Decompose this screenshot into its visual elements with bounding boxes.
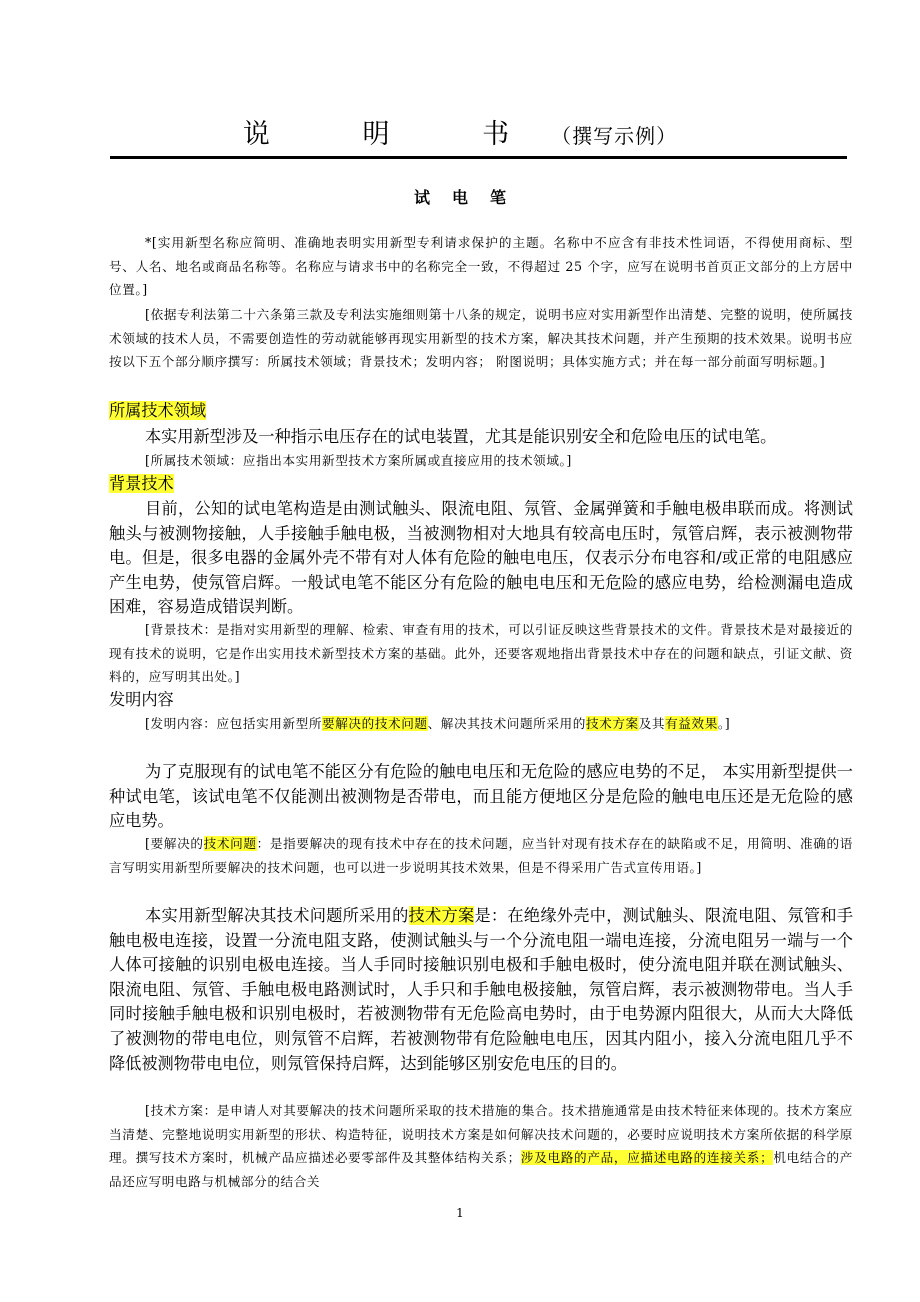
- field-body: 本实用新型涉及一种指示电压存在的试电装置，尤其是能识别安全和危险电压的试电笔。: [145, 427, 777, 446]
- content-note-text: 。]: [717, 716, 731, 731]
- heading-background-text: 背景技术: [109, 474, 174, 493]
- problem-note-text: ：是指要解决的现有技术中存在的技术问题，应当针对现有技术存在的缺陷或不足，用简明、准确的语言写明实用新型所要解决的技术问题，也可以进一步说明其技术效果，但是不得采用广告式宣传用语。]: [109, 836, 854, 875]
- highlight-circuit: 涉及电路的产品，应描述电路的连接关系；: [520, 1150, 774, 1165]
- content-note-text: 、解决其技术问题所采用的: [427, 716, 586, 731]
- content-note-text: [发明内容：应包括实用新型所: [145, 716, 323, 731]
- background-body: 目前，公知的试电笔构造是由测试触头、限流电阻、氖管、金属弹簧和手触电极串联而成。将测试触头与被测物接触，人手接触手触电极，当被测物相对大地具有较高电压时，氖管启辉，表示被测物带电。但是，很多电器的金属外壳不带有对人体有危险的触电电压，仅表示分布电容和/或正常的电阻感应产生电势，使氖管启辉。一般试电笔不能区分有危险的触电电压和无危险的感应电势，给检测漏电造成困难，容易造成错误判断。: [109, 499, 853, 617]
- highlight-problem: 要解决的技术问题: [322, 716, 428, 731]
- name-note-text: [实用新型名称应简明、准确地表明实用新型专利请求保护的主题。名称中不应含有非技术性词语，不得使用商标、型号、人名、地名或商品名称等。名称应与请求书中的名称完全一致，不得超过 25 个字，应写在说明书首页正文部分的上方居中位置。]: [109, 235, 853, 297]
- solution-body: [109, 904, 853, 1076]
- heading-background: [109, 473, 853, 495]
- content-note: [109, 712, 853, 736]
- heading-technical-field-text: 所属技术领域: [109, 401, 207, 420]
- name-note: [109, 231, 853, 302]
- problem-note: [109, 832, 853, 879]
- heading-technical-field: [109, 400, 853, 422]
- background-note: [背景技术：是指对实用新型的理解、检索、审查有用的技术，可以引证反映这些背景技术的文件。背景技术是对最接近的现有技术的说明，它是作出实用技术新型技术方案的基础。此外，还要客观地指出背景技术中存在的问题和缺点，引证文献、资料的，应写明其出处。]: [109, 622, 853, 684]
- content-body: 为了克服现有的试电笔不能区分有危险的触电电压和无危险的感应电势的不足， 本实用新型提供一种试电笔，该试电笔不仅能测出被测物是否带电，而且能方便地区分是危险的触电电压还是无危险的感应电势。: [109, 762, 853, 831]
- document-title-main: 说 明 书: [242, 119, 552, 150]
- title-rule: [110, 156, 847, 159]
- solution-note: [109, 1099, 853, 1193]
- page-number: 1: [456, 1206, 464, 1220]
- solution-note-text: 机电结合的产品还应写明电路与机械部分的结合关: [109, 1150, 853, 1189]
- structure-note: [依据专利法第二十六条第三款及专利法实施细则第十八条的规定，说明书应对实用新型作出清楚、完整的说明，使所属技术领域的技术人员，不需要创造性的劳动就能够再现实用新型的技术方案，解决其技术问题，并产生预期的技术效果。说明书应按以下五个部分顺序撰写：所属技术领域；背景技术；发明内容； 附图说明；具体实施方式；并在每一部分前面写明标题。]: [109, 307, 853, 369]
- solution-note-text: [技术方案：是申请人对其要解决的技术问题所采取的技术措施的集合。技术措施通常是由技术特征来体现的。技术方案应当清楚、完整地说明实用新型的形状、构造特征，说明技术方案是如何解决技术问题的，必要时应说明技术方案所依据的科学原理。撰写技术方案时，机械产品应描述必要零部件及其整体结构关系；: [109, 1103, 853, 1165]
- footnote-star: *: [145, 235, 152, 250]
- solution-body-text: 本实用新型解决其技术问题所采用的: [145, 906, 409, 925]
- highlight-solution: 技术方案: [585, 716, 639, 731]
- content-note-text: 及其: [638, 716, 666, 731]
- highlight-problem: 技术问题: [203, 836, 257, 851]
- document-title-sub: （撰写示例）: [551, 124, 678, 148]
- invention-title: 试电笔: [413, 188, 528, 207]
- highlight-effect: 有益效果: [665, 716, 718, 731]
- field-note: [所属技术领域：应指出本实用新型技术方案所属或直接应用的技术领域。]: [145, 453, 572, 468]
- document-title: [0, 112, 920, 151]
- heading-content: 发明内容: [109, 690, 174, 709]
- problem-note-text: [要解决的: [145, 836, 204, 851]
- solution-body-text: 是：在绝缘外壳中，测试触头、限流电阻、氖管和手触电极电连接，设置一分流电阻支路，使测试触头与一个分流电阻一端电连接，分流电阻另一端与一个人体可接触的识别电极电连接。当人手同时接触识别电极和手触电极时，使分流电阻并联在测试触头、限流电阻、氖管、手触电极电路测试时，人手只和手触电极接触，氖管启辉，表示被测物带电。当人手同时接触手触电极和识别电极时，若被测物带有无危险高电势时，由于电势源内阻很大，从而大大降低了被测物的带电电位，则氖管不启辉，若被测物带有危险触电电压，因其内阻小，接入分流电阻几乎不降低被测物带电电位，则氖管保持启辉，达到能够区别安危电压的目的。: [109, 906, 854, 1073]
- highlight-solution: 技术方案: [408, 906, 475, 925]
